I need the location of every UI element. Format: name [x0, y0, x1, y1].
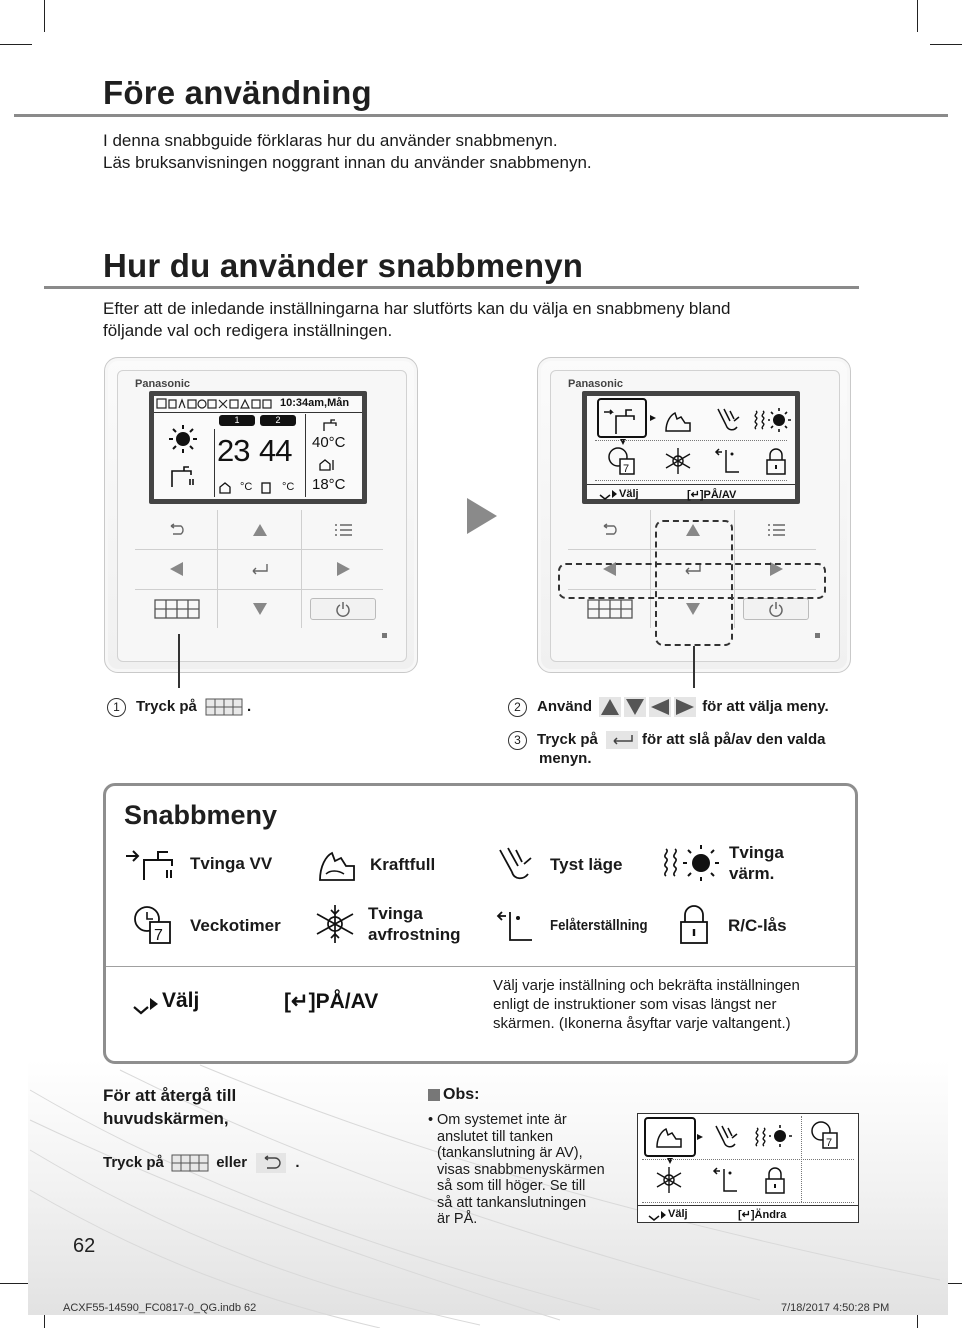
quiet-hand-icon: [712, 405, 742, 435]
tap-small-icon: [322, 417, 338, 433]
select-label: Välj: [162, 989, 200, 1012]
item-label: [368, 903, 461, 945]
grid-line: [642, 1159, 854, 1160]
lcd-display: [154, 396, 362, 499]
item-label: R/C-lås: [728, 915, 787, 935]
note-line: Välj varje inställning och bekräfta inställningen: [493, 977, 800, 994]
footer-line: [587, 484, 795, 485]
tank-temp: 40°C: [312, 434, 346, 451]
next-arrow-icon: [466, 497, 498, 535]
step-number: 2: [508, 698, 527, 717]
zone-2-temp: 44: [259, 433, 292, 468]
sun-icon: [168, 424, 198, 454]
obs-line: så att tankanslutningen: [437, 1194, 587, 1211]
intro-line-2: Läs bruksanvisningen noggrant innan du använder snabbmenyn.: [103, 153, 592, 172]
menu-item-error-reset: [494, 906, 661, 944]
quick-menu-panel: [103, 783, 858, 1064]
step-number: 3: [508, 731, 527, 750]
step-text: för att slå på/av den valda: [642, 731, 826, 748]
error-reset-icon: [712, 446, 742, 476]
step-text: .: [247, 698, 252, 715]
step-3-cont: menyn.: [539, 750, 592, 767]
zone-1-unit: °C: [240, 481, 253, 493]
enter-icon: [250, 562, 270, 576]
mini-quick-menu-screen: [637, 1113, 859, 1223]
back-key-icon: [256, 1153, 286, 1173]
cell-divider: [801, 1116, 802, 1202]
lcd-vline: [214, 429, 215, 497]
select-arrows-icon: [599, 488, 619, 500]
change-label: [↵]Ändra: [738, 1209, 787, 1221]
clock: 10:34am,Mån: [280, 397, 350, 409]
lcd-quick-menu: [587, 396, 795, 499]
back-button[interactable]: [570, 512, 650, 548]
pad-divider: [135, 549, 383, 550]
heading-line: huvudskärmen,: [103, 1109, 229, 1128]
obs-heading: [428, 1086, 479, 1104]
select-arrows-icon: [132, 995, 160, 1015]
imprint-right: 7/18/2017 4:50:28 PM: [781, 1302, 890, 1314]
weekly-timer-icon: [810, 1120, 840, 1150]
lcd-vline: [305, 414, 306, 497]
quick-menu-icon: [154, 599, 200, 619]
panel-divider: [106, 966, 855, 967]
svg-text:7: 7: [623, 463, 630, 475]
status-divider: [154, 412, 362, 413]
left-arrow-icon: [169, 561, 185, 577]
imprint-left: ACXF55-14590_FC0817-0_QG.indb 62: [63, 1302, 257, 1314]
quiet-hand-icon: [494, 844, 536, 884]
press-text: Tryck på: [103, 1154, 164, 1171]
label-line-2: avfrostning: [368, 925, 461, 944]
obs-line: (tankanslutning är AV),: [437, 1145, 583, 1161]
step-2: [508, 697, 829, 717]
pad-divider: [135, 589, 383, 590]
error-reset-icon: [710, 1165, 740, 1195]
crop-mark: [930, 44, 962, 45]
item-label: Kraftfull: [370, 854, 436, 874]
obs-line: anslutet till tanken: [437, 1128, 554, 1145]
outdoor-icon: [318, 458, 338, 472]
step-text: för att välja meny.: [702, 698, 829, 715]
onoff-label: [↵]PÅ/AV: [687, 489, 737, 501]
page-number: 62: [73, 1235, 96, 1257]
step-number: 1: [107, 698, 126, 717]
select-label: Välj: [668, 1208, 688, 1220]
up-button[interactable]: [220, 512, 300, 548]
item-label: Tvinga VV: [190, 853, 273, 873]
menu-item-powerful: [316, 844, 435, 884]
footer-line: [638, 1205, 858, 1206]
sel-arrow: [696, 1133, 704, 1141]
weekly-timer-icon: [132, 904, 174, 946]
zone-2-unit: °C: [282, 481, 295, 493]
house-icon: [218, 481, 232, 495]
svg-text:7: 7: [154, 927, 163, 944]
page-title: Före användning: [103, 74, 372, 111]
quick-menu-title: Snabbmeny: [124, 800, 278, 830]
back-button[interactable]: [137, 512, 217, 548]
crop-mark: [44, 0, 45, 32]
tap-icon: [169, 461, 197, 489]
menu-item-quiet: [494, 844, 622, 884]
up-arrow-icon: [252, 523, 268, 537]
callout-line: [178, 634, 180, 688]
power-icon: [768, 601, 784, 617]
panel-note: [493, 976, 800, 1033]
down-arrow-icon: [252, 602, 268, 616]
menu-button[interactable]: [303, 512, 383, 548]
zone-1-badge: 1: [219, 415, 255, 426]
quick-menu-key-icon: [205, 698, 243, 716]
step-text: Tryck på: [136, 698, 197, 715]
menu-item-force-heat: [661, 841, 784, 885]
return-instruction: [103, 1153, 300, 1173]
lcd-screen: [582, 391, 800, 504]
pad-divider: [301, 510, 302, 628]
section-title: Hur du använder snabbmenyn: [103, 247, 584, 284]
menu-list-icon: [333, 523, 353, 537]
status-icons: [156, 397, 276, 411]
power-icon: [335, 601, 351, 617]
enter-key-icon: [606, 731, 638, 749]
lock-icon: [761, 446, 791, 476]
quick-menu-icon: [587, 599, 633, 619]
force-heat-icon: [754, 1122, 794, 1150]
menu-item-force-dhw: [124, 844, 272, 882]
defrost-icon: [312, 902, 358, 946]
down-button[interactable]: [220, 591, 300, 627]
right-button[interactable]: [303, 551, 383, 587]
menu-button[interactable]: [736, 512, 816, 548]
force-heat-icon: [753, 405, 793, 435]
force-heat-icon: [661, 841, 721, 885]
menu-item-weekly-timer: [132, 904, 281, 946]
power-button[interactable]: [303, 591, 383, 627]
quiet-hand-icon: [710, 1122, 740, 1150]
or-text: eller: [216, 1154, 248, 1171]
section-rule: [44, 286, 859, 289]
note-line: enligt de instruktioner som visas längst ner: [493, 996, 777, 1013]
obs-line: visas snabbmenyskärmen: [437, 1161, 605, 1178]
lock-icon: [676, 904, 712, 946]
obs-title: Obs:: [443, 1086, 480, 1103]
weekly-timer-icon: [607, 446, 637, 476]
item-label: [729, 842, 784, 884]
obs-line: så som till höger. Se till: [437, 1178, 586, 1194]
intro-line-1: I denna snabbguide förklaras hur du använder snabbmenyn.: [103, 131, 558, 150]
quick-menu-key-icon: [171, 1154, 209, 1172]
label-line-1: Tvinga: [368, 904, 423, 923]
select-label: Välj: [619, 488, 639, 500]
sel-arrow: [649, 414, 657, 422]
lcd-screen: [149, 391, 367, 504]
return-heading: [103, 1084, 236, 1130]
item-label: Tyst läge: [550, 854, 623, 874]
powerful-arm-icon: [663, 405, 693, 435]
grid-line: [642, 1202, 854, 1203]
defrost-icon: [663, 446, 693, 476]
item-label: Veckotimer: [190, 915, 281, 935]
onoff-label: [↵]PÅ/AV: [284, 990, 379, 1013]
zone-2-badge: 2: [260, 415, 296, 426]
heading-line: För att återgå till: [103, 1086, 237, 1105]
right-arrow-icon: [335, 561, 351, 577]
arrow-keys-icon: [599, 697, 699, 717]
step-3: [508, 730, 825, 750]
callout-line: [693, 646, 695, 688]
dot-text: .: [295, 1154, 300, 1171]
tap-icon: [602, 402, 642, 436]
remote-controller-left: [104, 357, 418, 673]
menu-item-force-defrost: [312, 902, 461, 946]
step-text: Använd: [537, 698, 593, 715]
outdoor-temp: 18°C: [312, 476, 346, 493]
note-line: skärmen. (Ikonerna åsyftar varje valtangent.): [493, 1015, 791, 1032]
crop-mark: [917, 0, 918, 32]
brand-logo: Panasonic: [568, 378, 624, 390]
section-line-1: Efter att de inledande inställningarna har slutförts kan du välja en snabbmeny bland: [103, 299, 731, 318]
status-led: [382, 633, 387, 638]
enter-button[interactable]: [220, 551, 300, 587]
grid-line: [595, 480, 787, 481]
step-1: [107, 697, 251, 717]
left-button[interactable]: [137, 551, 217, 587]
svg-text:7: 7: [826, 1137, 833, 1149]
square-bullet-icon: [428, 1089, 440, 1101]
powerful-arm-icon: [654, 1122, 684, 1150]
back-icon: [600, 523, 620, 537]
label-line-2: värm.: [729, 864, 775, 883]
grid-line: [595, 440, 787, 441]
pad-divider: [217, 510, 218, 628]
defrost-icon: [654, 1165, 684, 1195]
item-label: Felåterställning: [550, 916, 648, 934]
obs-text: [428, 1112, 628, 1228]
status-led: [815, 633, 820, 638]
button-pad: [135, 510, 383, 628]
brand-logo: Panasonic: [135, 378, 191, 390]
label-line-1: Tvinga: [729, 843, 784, 862]
quick-menu-button[interactable]: [137, 591, 217, 627]
crop-mark: [0, 44, 32, 45]
back-icon: [167, 523, 187, 537]
select-arrows-icon: [648, 1209, 668, 1221]
step-text: Tryck på: [537, 731, 598, 748]
menu-list-icon: [766, 523, 786, 537]
highlight-horizontal: [558, 563, 826, 599]
zone-1-temp: 23: [217, 433, 250, 468]
title-rule: [14, 114, 948, 117]
lock-icon: [760, 1165, 790, 1195]
powerful-arm-icon: [316, 844, 358, 884]
section-line-2: följande val och redigera inställningen.: [103, 321, 393, 340]
menu-item-rc-lock: [676, 904, 787, 946]
error-reset-icon: [494, 906, 534, 944]
tap-icon: [124, 844, 182, 882]
tank-icon: [260, 481, 272, 495]
obs-line: är PÅ.: [437, 1211, 478, 1227]
obs-line: • Om systemet inte är: [428, 1112, 567, 1128]
